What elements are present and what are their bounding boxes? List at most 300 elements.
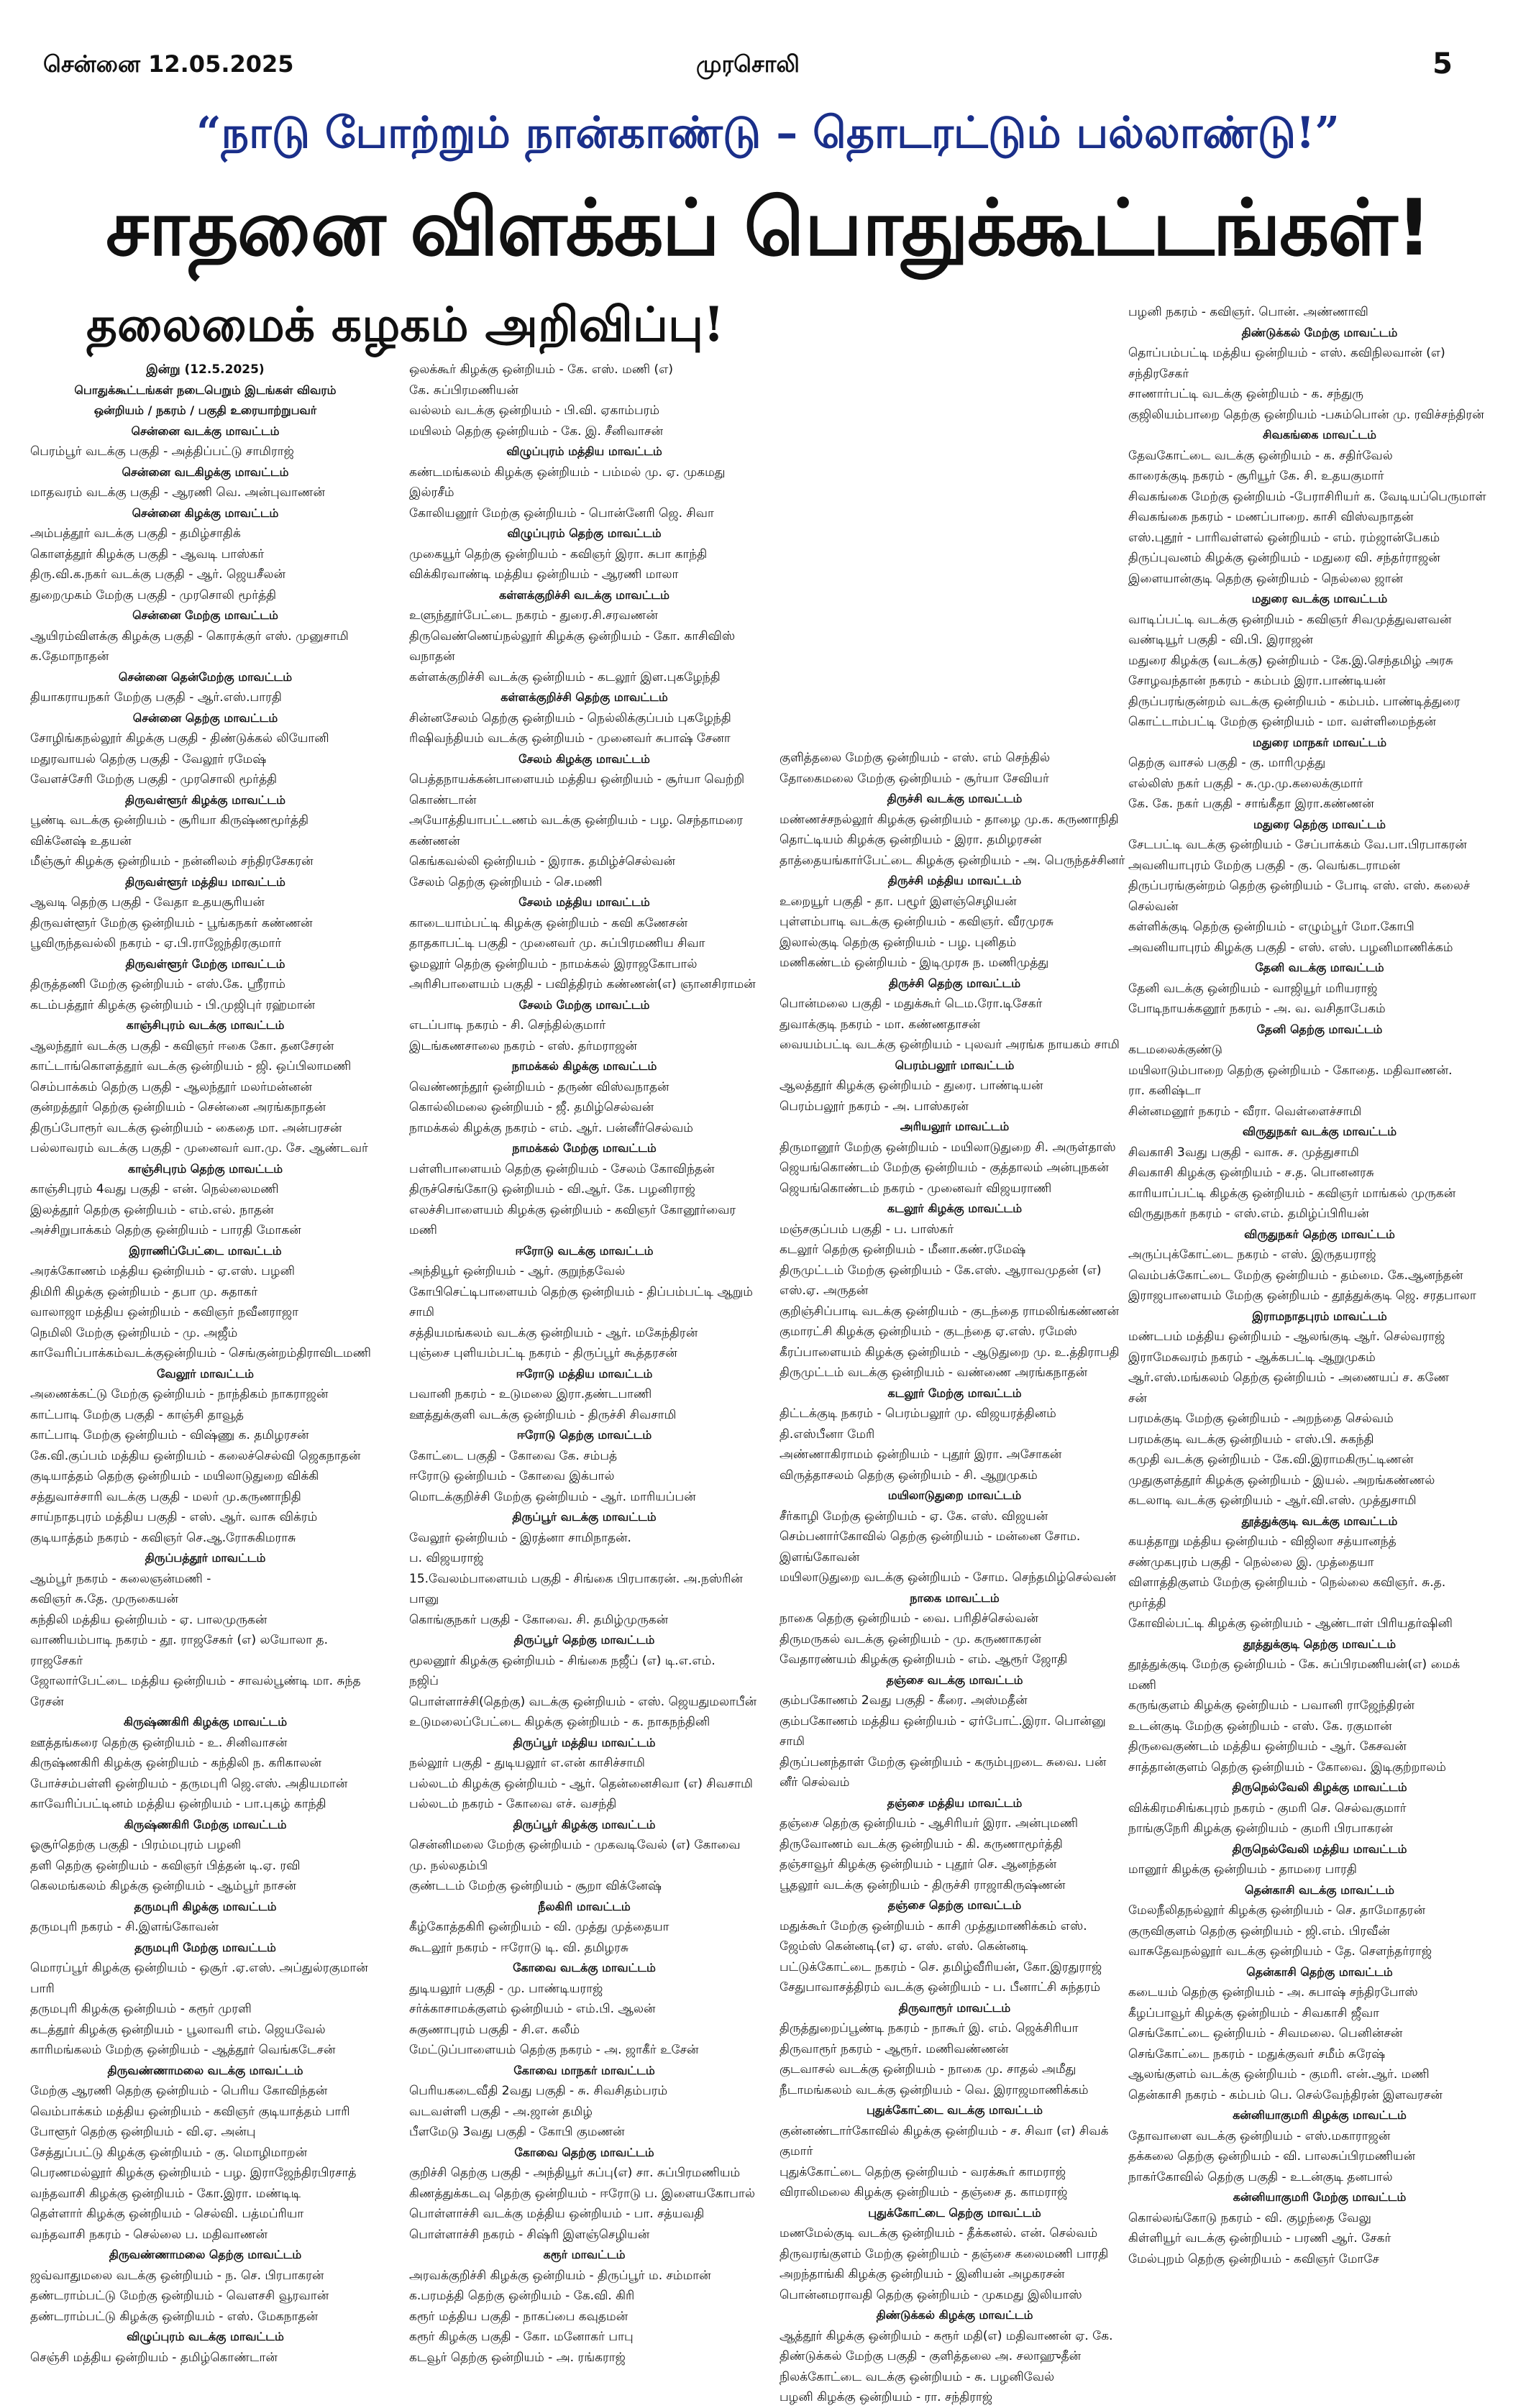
meeting-entry: பவானி நகரம் - உடுமலை இரா.தண்டபாணி (409, 1387, 652, 1401)
meeting-entry: கண்டமங்கலம் கிழக்கு ஒன்றியம் - பம்மல் மு. ஏ. முகமது (409, 464, 726, 480)
meeting-entry: சர்க்காசாமக்குளம் ஒன்றியம் - எம்.பி. ஆலன் (409, 2002, 656, 2016)
meeting-entry: கயத்தாறு மத்திய ஒன்றியம் - விஜிலா சத்யானந்த் (1128, 1534, 1396, 1549)
meeting-entry: காரைக்குடி நகரம் - சூரியூர் கே. சி. உதயகுமார் (1128, 469, 1384, 483)
meeting-entry: ராஜசேகர் (30, 1653, 83, 1668)
district-heading: தேனி வடக்கு மாவட்டம் (1255, 961, 1384, 974)
meeting-entry: அணைக்கட்டு மேற்கு ஒன்றியம் - நாந்திகம் நாகராஜன் (30, 1387, 329, 1401)
district-heading: சென்னை கிழக்கு மாவட்டம் (132, 505, 279, 520)
meeting-entry: சத்துவாச்சாரி வடக்கு பகுதி - மலர் மு.கருணாநிதி (30, 1489, 301, 1504)
district-heading: காஞ்சிபுரம் வடக்கு மாவட்டம் (126, 1018, 285, 1032)
meeting-entry: ஆலங்குளம் வடக்கு ஒன்றியம் - குமரி. என்.ஆர். மணி (1128, 2067, 1430, 2082)
meeting-entry: கோலியனூர் மேற்கு ஒன்றியம் - பொன்னேரி ஜெ. சிவா (409, 505, 714, 521)
meeting-entry: கே.வி.குப்பம் மத்திய ஒன்றியம் - கலைச்செல்வி ஜெகநாதன் (30, 1448, 361, 1463)
meeting-entry: கந்திலி மத்திய ஒன்றியம் - ஏ. பாலமுருகன் (30, 1612, 268, 1627)
meeting-entry: மணமேல்குடி வடக்கு ஒன்றியம் - தீக்கனல். என். செல்வம் (780, 2226, 1098, 2240)
district-heading: காஞ்சிபுரம் தெற்கு மாவட்டம் (127, 1161, 283, 1176)
meeting-entry: நாகர்கோவில் தெற்கு பகுதி - உடன்குடி தனபால் (1128, 2169, 1393, 2184)
meeting-entry: பூவிருந்தவல்லி நகரம் - ஏ.பி.ராஜேந்திரகுமார் (30, 936, 282, 951)
district-heading: விருதுநகர் தெற்கு மாவட்டம் (1244, 1227, 1395, 1241)
district-heading: சென்னை தென்மேற்கு மாவட்டம் (118, 669, 293, 684)
district-heading: தென்காசி தெற்கு மாவட்டம் (1246, 1964, 1393, 1979)
meeting-entry: ஜேம்ஸ் கென்னடி(எ) ஏ. எஸ். எஸ். கென்னடி (780, 1939, 1028, 1954)
meeting-entry: கெங்கவல்லி ஒன்றியம் - இராசு. தமிழ்ச்செல்வன் (409, 854, 676, 869)
meeting-entry: இளையான்குடி தெற்கு ஒன்றியம் - நெல்லை ஜான் (1128, 571, 1404, 586)
district-heading: திருநெல்வேலி கிழக்கு மாவட்டம் (1232, 1780, 1407, 1794)
meeting-entry: காட்டாங்கொளத்தூர் வடக்கு ஒன்றியம் - ஜி. ஒப்பிலாமணி (30, 1059, 352, 1073)
meeting-entry: தொட்டியம் கிழக்கு ஒன்றியம் - இரா. தமிழரசன் (780, 833, 1042, 847)
meeting-entry: பெத்தநாயக்கன்பாளையம் மத்திய ஒன்றியம் - சூர்யா வெற்றி (409, 772, 745, 787)
column-2 (406, 360, 762, 2365)
meeting-entry: கடமலைக்குண்டு (1128, 1043, 1222, 1057)
district-heading: திண்டுக்கல் மேற்கு மாவட்டம் (1241, 325, 1398, 339)
meeting-entry: திருப்பரங்குன்றம் தெற்கு ஒன்றியம் - போடி எஸ். எஸ். கலைச் (1128, 879, 1471, 893)
meeting-entry: வடவள்ளி பகுதி - அ.ஜான் தமிழ் (409, 2104, 593, 2119)
meeting-entry: கடம்பத்தூர் கிழக்கு ஒன்றியம் - பி.முஜிபுர் ரஹ்மான் (30, 997, 316, 1012)
meeting-entry: நஜிப் (409, 1674, 439, 1688)
meeting-entry: தாதகாபட்டி பகுதி - முனைவர் மு. சுப்பிரமணிய சிவா (409, 936, 705, 951)
district-heading: திருவண்ணாமலை தெற்கு மாவட்டம் (109, 2248, 302, 2261)
meeting-entry: பூதலூர் வடக்கு ஒன்றியம் - திருச்சி ராஜாகிருஷ்ணன் (780, 1877, 1066, 1892)
meeting-entry: காட்பாடி மேற்கு ஒன்றியம் - விஷ்ணு க. தமிழரசன் (30, 1428, 309, 1442)
meeting-entry: சின்னசேலம் தெற்கு ஒன்றியம் - நெல்லிக்குப்பம் புகழேந்தி (409, 710, 731, 725)
meeting-entry: தேவகோட்டை வடக்கு ஒன்றியம் - க. சதிர்வேல் (1128, 448, 1393, 463)
district-heading: அரியலூர் மாவட்டம் (900, 1120, 1010, 1133)
meeting-entry: திருத்துறைப்பூண்டி நகரம் - நாகூர் இ. எம். ஜெக்சிரியா (780, 2021, 1079, 2036)
meeting-entry: திருப்போரூர் வடக்கு ஒன்றியம் - கைதை மா. அன்பரசன் (30, 1120, 342, 1135)
meeting-entry: திருமுட்டம் மேற்கு ஒன்றியம் - கே.எஸ். ஆராவமுதன் (எ) (780, 1263, 1102, 1278)
meeting-entry: குறிஞ்சிப்பாடி வடக்கு ஒன்றியம் - குடந்தை ராமலிங்கண்ணன் (780, 1304, 1120, 1319)
meeting-entry: தஞ்சாவூர் கிழக்கு ஒன்றியம் - புதூர் செ. ஆனந்தன் (780, 1857, 1057, 1872)
meeting-entry: வநாதன் (409, 649, 455, 664)
district-heading: திருவண்ணாமலை வடக்கு மாவட்டம் (107, 2063, 303, 2077)
meeting-entry: திட்டக்குடி நகரம் - பெரம்பலூர் மு. விஜயரத்தினம் (780, 1406, 1056, 1421)
meeting-entry: புள்ளம்பாடி வடக்கு ஒன்றியம் - கவிஞர். வீரமுரசு (780, 915, 1054, 929)
meeting-entry: பொள்ளாச்சி(தெற்கு) வடக்கு ஒன்றியம் - எஸ். ஜெயதுமலாபீன் (409, 1694, 757, 1709)
meeting-entry: விருதுநகர் நகரம் - எஸ்.எம். தமிழ்ப்பிரியன் (1128, 1207, 1369, 1221)
district-heading: திருவாரூர் மாவட்டம் (898, 2000, 1011, 2015)
meeting-entry: அந்தியூர் ஒன்றியம் - ஆர். குறுந்தவேல் (409, 1264, 626, 1278)
meeting-entry: செல்வன் (1128, 899, 1179, 914)
meeting-entry: செம்பனார்கோவில் தெற்கு ஒன்றியம் - மன்னை சோம. (780, 1529, 1081, 1544)
meeting-entry: அண்ணாகிராமம் ஒன்றியம் - புதூர் இரா. அசோகன் (780, 1447, 1062, 1462)
meeting-entry: பல்லடம் கிழக்கு ஒன்றியம் - ஆர். தென்னைசிவா (எ) சிவசாமி (409, 1776, 753, 1791)
district-heading: விழுப்புரம் வடக்கு மாவட்டம் (127, 2330, 284, 2343)
meeting-entry: குன்னண்டார்கோவில் கிழக்கு ஒன்றியம் - ச. சிவா (எ) சிவக் (780, 2123, 1109, 2138)
meeting-entry: பாரி (30, 1981, 55, 1996)
meeting-entry: குஜிலியம்பாறை தெற்கு ஒன்றியம் -பசும்பொன் மு. ரவிச்சந்திரன் (1128, 407, 1484, 422)
meeting-entry: பீளமேடு 3வது பகுதி - கோபி குமணன் (409, 2125, 625, 2139)
meeting-entry: துறைமுகம் மேற்கு பகுதி - முரசொலி மூர்த்தி (30, 587, 277, 603)
district-heading: மதுரை தெற்கு மாவட்டம் (1253, 817, 1386, 831)
meeting-entry: வேதாரண்யம் கிழக்கு ஒன்றியம் - எம். ஆரூர் ஜோதி (780, 1652, 1068, 1667)
meeting-entry: உளுந்தூர்பேட்டை நகரம் - துரை.சி.சரவணன் (409, 608, 658, 623)
meeting-entry: சண்முகபுரம் பகுதி - நெல்லை இ. முத்தையா (1128, 1555, 1374, 1570)
district-heading: புதுக்கோட்டை வடக்கு மாவட்டம் (866, 2103, 1043, 2117)
meeting-entry: திருவாரூர் நகரம் - ஆரூர். மணிவண்ணன் (780, 2041, 1009, 2056)
meeting-entry: சிவகாசி 3வது பகுதி - வாசு. ச. முத்துசாமி (1128, 1145, 1359, 1160)
meeting-entry: ஊத்துக்குளி வடக்கு ஒன்றியம் - திருச்சி சிவசாமி (409, 1407, 677, 1422)
meeting-entry: சேதுபாவாசத்திரம் வடக்கு ஒன்றியம் - ப. பீனாட்சி சுந்தரம் (780, 1980, 1101, 1995)
meeting-entry: ஜெயங்கொண்டம் நகரம் - முனைவர் விஜயராணி (780, 1181, 1052, 1196)
meeting-entry: சின்னமனூர் நகரம் - வீரா. வெள்ளைச்சாமி (1128, 1104, 1362, 1119)
meeting-entry: காட்பாடி மேற்கு பகுதி - காஞ்சி தாவூத் (30, 1407, 244, 1422)
district-heading: கோவை வடக்கு மாவட்டம் (513, 1961, 656, 1974)
meeting-entry: வண்டியூர் பகுதி - வி.பி. இராஜன் (1128, 633, 1314, 647)
meeting-entry: ஆவடி தெற்கு பகுதி - வேதா உதயசூரியன் (30, 895, 265, 910)
district-heading: திருப்பூர் தெற்கு மாவட்டம் (513, 1633, 655, 1647)
meeting-entry: தி.எஸ்பீனா மேரி (780, 1427, 875, 1442)
meeting-entry: குருவிகுளம் தெற்கு ஒன்றியம் - ஜி.எம். பிரவீன் (1128, 1923, 1390, 1938)
district-heading: கள்ளக்குறிச்சி வடக்கு மாவட்டம் (498, 587, 670, 602)
meeting-entry: துவாக்குடி நகரம் - மா. கண்ணதாசன் (780, 1017, 981, 1032)
meeting-entry: மயிலாடும்பாறை தெற்கு ஒன்றியம் - கோதை. மதிவாணன். (1128, 1063, 1453, 1078)
meeting-entry: மு. நல்லதம்பி (409, 1858, 488, 1873)
meeting-entry: சோழிங்கநல்லூர் கிழக்கு பகுதி - திண்டுக்கல் லியோனி (30, 731, 329, 746)
district-heading: நாகை மாவட்டம் (910, 1590, 1000, 1605)
meeting-entry: கவிஞர் சு.தே. முருகையன் (30, 1592, 178, 1606)
district-heading: தஞ்சை வடக்கு மாவட்டம் (886, 1672, 1023, 1687)
meeting-entry: விளாத்திகுளம் மேற்கு ஒன்றியம் - நெல்லை கவிஞர். சு.த. (1128, 1575, 1446, 1590)
district-heading: திருநெல்வேலி மத்திய மாவட்டம் (1232, 1841, 1407, 1856)
district-heading: திருச்சி வடக்கு மாவட்டம் (887, 792, 1023, 805)
meeting-entry: குடியாத்தம் தெற்கு ஒன்றியம் - மயிலாடுதுறை விக்கி (30, 1469, 319, 1483)
meeting-entry: சன் (1128, 1391, 1147, 1406)
meeting-entry: கிருஷ்ணகிரி கிழக்கு ஒன்றியம் - கந்திலி ந. கரிகாலன் (30, 1756, 321, 1770)
meeting-entry: போளூர் தெற்கு ஒன்றியம் - வி.ஏ. அன்பு (30, 2125, 256, 2139)
meeting-entry: விக்கிரமசிங்கபுரம் நகரம் - குமரி செ. செல்வகுமார் (1128, 1800, 1407, 1816)
meeting-entry: போடிநாயக்கனூர் நகரம் - அ. வ. வசிதாபேகம் (1128, 1002, 1386, 1016)
meeting-entry: ரிஷிவந்தியம் வடக்கு ஒன்றியம் - முனைவர் சுபாஷ் சேனா (409, 731, 731, 746)
meeting-entry: திருவெண்ணெய்நல்லூர் கிழக்கு ஒன்றியம் - கோ. காசிவிஸ் (409, 628, 736, 644)
meeting-entry: பொள்ளாச்சி நகரம் - சிஷ்ரி இளஞ்செழியன் (409, 2227, 650, 2242)
meeting-entry: ஆயிரம்விளக்கு கிழக்கு பகுதி - கொரக்குர் எஸ். முனுசாமி (30, 628, 349, 644)
district-heading: கன்னியாகுமரி கிழக்கு மாவட்டம் (1233, 2108, 1407, 2122)
meeting-entry: நாமக்கல் கிழக்கு நகரம் - எம். ஆர். பன்னீர்செல்வம் (409, 1120, 693, 1135)
meeting-entry: ஜோலார்பேட்டை மத்திய ஒன்றியம் - சாவல்பூண்டி மா. சுந்த (30, 1674, 361, 1688)
district-heading: சேலம் மேற்கு மாவட்டம் (518, 997, 650, 1012)
meeting-entry: அரவக்குறிச்சி கிழக்கு ஒன்றியம் - திருப்பூர் ம. சம்மான் (409, 2268, 711, 2283)
meeting-entry: அருப்புக்கோட்டை நகரம் - எஸ். இருதயராஜ் (1128, 1248, 1376, 1262)
meeting-entry: திருச்செங்கோடு ஒன்றியம் - வி.ஆர். கே. பழனிராஜ் (409, 1182, 695, 1196)
meeting-entry: கும்பகோணம் 2வது பகுதி - கீரை. அஸ்மதீன் (780, 1693, 1028, 1708)
meeting-entry: மணி (409, 1223, 437, 1237)
meeting-entry: திருவோணம் வடக்கு ஒன்றியம் - கி. கருணாமூர்த்தி (780, 1836, 1063, 1851)
meeting-entry: சந்திரசேகர் (1128, 366, 1189, 381)
district-heading: திருவள்ளூர் மத்திய மாவட்டம் (125, 874, 285, 889)
meeting-entry: கும்பகோணம் மத்திய ஒன்றியம் - ஏர்போட்.இரா. பொன்னு (780, 1713, 1106, 1729)
meeting-entry: ஆத்தூர் கிழக்கு ஒன்றியம் - கரூர் மதி(எ) மதிவாணன் ஏ. கே. (780, 2328, 1113, 2343)
meeting-entry: எல்லிஸ் நகர் பகுதி - சு.மு.மு.கலைக்குமார் (1128, 776, 1363, 791)
district-heading: மதுரை வடக்கு மாவட்டம் (1251, 592, 1388, 605)
meeting-entry: கொங்குநகர் பகுதி - கோவை. சி. தமிழ்முருகன் (409, 1612, 669, 1627)
meeting-entry: இல்ரசீம் (409, 485, 454, 500)
meeting-entry: நிலக்கோட்டை வடக்கு ஒன்றியம் - சு. பழனிவேல் (780, 2369, 1055, 2384)
meeting-entry: அறந்தாங்கி கிழக்கு ஒன்றியம் - இனியன் அழகரசன் (780, 2267, 1065, 2281)
meeting-entry: வெண்ணந்தூர் ஒன்றியம் - தருண் விஸ்வநாதன் (409, 1079, 669, 1094)
meeting-entry: திருமானூர் மேற்கு ஒன்றியம் - மயிலாடுதுறை சி. அருள்தாஸ் (780, 1140, 1116, 1155)
meeting-entry: வாடிப்பட்டி வடக்கு ஒன்றியம் - கவிஞர் சிவமுத்துவளவன் (1128, 612, 1452, 627)
district-heading: திருப்பூர் கிழக்கு மாவட்டம் (513, 1817, 656, 1831)
meeting-entry: மண்டபம் மத்திய ஒன்றியம் - ஆலங்குடி ஆர். செல்வராஜ் (1128, 1329, 1445, 1344)
meeting-entry: ஜவ்வாதுமலை வடக்கு ஒன்றியம் - ந. செ. பிரபாகரன் (30, 2268, 324, 2283)
meeting-entry: கமுதி வடக்கு ஒன்றியம் - கே.வி.இராமகிருட்டிணன் (1128, 1452, 1414, 1467)
meeting-entry: இடங்கணசாலை நகரம் - எஸ். தர்மராஜன் (409, 1038, 637, 1053)
meeting-entry: கருங்குளம் கிழக்கு ஒன்றியம் - பவானி ராஜேந்திரன் (1128, 1698, 1414, 1713)
meeting-entry: தஞ்சை தெற்கு ஒன்றியம் - ஆசிரியர் இரா. அன்புமணி (780, 1816, 1078, 1831)
meeting-entry: நீடாமங்கலம் வடக்கு ஒன்றியம் - வெ. இராஜமாணிக்கம் (780, 2082, 1089, 2097)
meeting-entry: தோகைமலை மேற்கு ஒன்றியம் - சூர்யா சேவியர் (780, 771, 1049, 786)
meeting-entry: திருமருகல் வடக்கு ஒன்றியம் - மு. கருணாகரன் (780, 1631, 1042, 1647)
meeting-entry: ரா. கனிஷ்டா (1128, 1084, 1202, 1098)
district-heading: தஞ்சை தெற்கு மாவட்டம் (887, 1898, 1022, 1912)
meeting-entry: கொல்லங்கோடு நகரம் - வி. குழந்தை வேலு (1128, 2210, 1371, 2225)
district-heading: திருப்பூர் வடக்கு மாவட்டம் (512, 1510, 657, 1524)
masthead (43, 47, 1453, 86)
district-heading: தருமபுரி கிழக்கு மாவட்டம் (134, 1899, 277, 1913)
meeting-entry: வல்லம் வடக்கு ஒன்றியம் - பி.வி. ஏகாம்பரம் (409, 403, 660, 418)
district-heading: சென்னை வடகிழக்கு மாவட்டம் (122, 464, 289, 479)
meeting-entry: கே. கே. நகர் பகுதி - சாங்கீதா இரா.கண்ணன் (1128, 797, 1374, 811)
column-1-list (27, 421, 383, 2368)
meeting-entry: காவேரிப்பாக்கம்வடக்குஒன்றியம் - செங்குன்றம்திராவிடமணி (30, 1346, 371, 1360)
meeting-entry: நெமிலி மேற்கு ஒன்றியம் - மு. அஜீம் (30, 1325, 238, 1340)
meeting-entry: ஓமலூர் தெற்கு ஒன்றியம் - நாமக்கல் இராஜகோபால் (409, 956, 698, 971)
district-heading: கடலூர் மேற்கு மாவட்டம் (887, 1386, 1022, 1400)
headline: சாதனை விளக்கப் பொதுக்கூட்டங்கள்! (106, 183, 1430, 273)
meeting-entry: எலச்சிபாளையம் கிழக்கு ஒன்றியம் - கவிஞர் கோனூர்வைர (409, 1202, 736, 1217)
page-number: 5 (1432, 47, 1453, 81)
meeting-entry: ஆர்.எஸ்.மங்கலம் தெற்கு ஒன்றியம் - அணையப் ச. கணே (1128, 1370, 1450, 1385)
slogan: “நாடு போற்றும் நான்காண்டு – தொடரட்டும் பல்லாண்டு!” (196, 108, 1340, 158)
meeting-entry: கே. சுப்பிரமணியன் (409, 383, 518, 398)
meeting-entry: இராஜபாளையம் மேற்கு ஒன்றியம் - தூத்துக்குடி ஜெ. சரதபாலா (1128, 1288, 1476, 1303)
meeting-entry: தேனி வடக்கு ஒன்றியம் - வாஜியூர் மரியராஜ் (1128, 981, 1378, 996)
meeting-entry: மதுக்கூர் மேற்கு ஒன்றியம் - காசி முத்துமாணிக்கம் எஸ். (780, 1918, 1087, 1933)
meeting-entry: குமார் (780, 2144, 813, 2158)
meeting-entry: இலத்தூர் தெற்கு ஒன்றியம் - எம்.எல். நாதன் (30, 1202, 274, 1217)
meeting-entry: கீழப்பாவூர் கிழக்கு ஒன்றியம் - சிவகாசி ஜீவா (1128, 2005, 1380, 2020)
meeting-entry: ஆலத்தூர் கிழக்கு ஒன்றியம் - துரை. பாண்டியன் (780, 1079, 1043, 1093)
meeting-entry: பழனி நகரம் - கவிஞர். பொன். அண்ணாவி (1128, 305, 1368, 319)
meeting-entry: க.தேமாநாதன் (30, 649, 109, 664)
meeting-entry: திருப்பரங்குன்றம் வடக்கு ஒன்றியம் - கம்பம். பாண்டித்துரை (1128, 694, 1460, 709)
meeting-entry: செங்கோட்டை ஒன்றியம் - சிவமலை. பெனின்சன் (1128, 2026, 1403, 2041)
meeting-entry: மதுரவாயல் தெற்கு பகுதி - வேலூர் ரமேஷ் (30, 751, 267, 766)
meeting-entry: விக்கிரவாண்டி மத்திய ஒன்றியம் - ஆரணி மாலா (409, 567, 679, 582)
meeting-entry: உடன்குடி மேற்கு ஒன்றியம் - எஸ். கே. ரகுமான் (1128, 1718, 1392, 1734)
district-heading: ஈரோடு தெற்கு மாவட்டம் (516, 1428, 652, 1442)
district-heading: விருதுநகர் வடக்கு மாவட்டம் (1242, 1125, 1397, 1138)
meeting-entry: வெம்பாக்கம் மத்திய ஒன்றியம் - கவிஞர் குடியாத்தம் பாரி (30, 2104, 350, 2119)
meeting-entry: கிள்ளியூர் வடக்கு ஒன்றியம் - பரணி ஆர். சேகர் (1128, 2231, 1391, 2246)
meeting-entry: கிணத்துக்கடவு தெற்கு ஒன்றியம் - ஈரோடு ப. இளையகோபால் (409, 2186, 755, 2201)
meeting-entry: குடவாசல் வடக்கு ஒன்றியம் - நாகை மு. சாதல் அமீது (780, 2062, 1076, 2077)
meeting-entry: காடையாம்பட்டி கிழக்கு ஒன்றியம் - கவி கணேசன் (409, 915, 688, 930)
meeting-entry: எஸ்.ஏ. அருதன் (780, 1283, 869, 1298)
meeting-entry: வாணியம்பாடி நகரம் - தூ. ராஜசேகர் (எ) லயோலா த. (30, 1633, 328, 1647)
district-heading: நாமக்கல் கிழக்கு மாவட்டம் (511, 1059, 657, 1073)
meeting-entry: செஞ்சி மத்திய ஒன்றியம் - தமிழ்கொண்டான் (30, 2350, 278, 2365)
district-heading: தஞ்சை மத்திய மாவட்டம் (887, 1795, 1023, 1810)
meeting-entry: குமாரட்சி கிழக்கு ஒன்றியம் - குடந்தை ஏ.எஸ். ரமேஸ் (780, 1324, 1077, 1339)
meeting-entry: பெரணமல்லூர் கிழக்கு ஒன்றியம் - பழ. இராஜேந்திரபிரசாத் (30, 2166, 357, 2180)
meeting-entry: தெள்ளார் கிழக்கு ஒன்றியம் - செல்வி. பத்மப்ரியா (30, 2207, 304, 2221)
meeting-entry: ரேசன் (30, 1694, 64, 1709)
meeting-entry: செம்பாக்கம் தெற்கு பகுதி - ஆலந்தூர் மலர்மன்னன் (30, 1079, 313, 1094)
meeting-entry: திருப்பனந்தாள் மேற்கு ஒன்றியம் - கரும்புறடை சுவை. பன் (780, 1754, 1107, 1770)
district-heading: கன்னியாகுமரி மேற்கு மாவட்டம் (1233, 2190, 1407, 2204)
meeting-entry: விருத்தாசலம் தெற்கு ஒன்றியம் - சி. ஆறுமுகம் (780, 1468, 1038, 1483)
meeting-entry: ஆலந்தூர் வடக்கு பகுதி - கவிஞர் ஈகை கோ. தனசேரன் (30, 1038, 334, 1053)
district-heading: திருப்பூர் மத்திய மாவட்டம் (513, 1735, 656, 1749)
district-heading: விழுப்புரம் மத்திய மாவட்டம் (506, 444, 662, 458)
meeting-entry: கீரப்பாளையம் கிழக்கு ஒன்றியம் - ஆடுதுறை மு. உ.த்திராபதி (780, 1345, 1120, 1360)
meeting-entry: வெம்பக்கோட்டை மேற்கு ஒன்றியம் - தம்மை. கே.ஆனந்தன் (1128, 1268, 1463, 1283)
meeting-entry: பொன்னமராவதி தெற்கு ஒன்றியம் - முகமது இலியாஸ் (780, 2287, 1082, 2302)
meeting-entry: சாமி (780, 1734, 805, 1749)
meeting-entry: சென்னிமலை மேற்கு ஒன்றியம் - முகவடிவேல் (எ) கோவை (409, 1838, 741, 1852)
meeting-entry: உறையூர் பகுதி - தா. பழூர் இளஞ்செழியன் (780, 894, 1017, 909)
district-heading: பெரம்பலூர் மாவட்டம் (895, 1058, 1015, 1072)
meeting-entry: அரிசிபாளையம் பகுதி - பவித்திரம் கண்ணன்(எ) ஞானசிராமன் (409, 977, 756, 992)
meeting-entry: மானூர் கிழக்கு ஒன்றியம் - தாமரை பாரதி (1128, 1862, 1357, 1877)
meeting-entry: வேளச்சேரி மேற்கு பகுதி - முரசொலி மூர்த்தி (30, 772, 278, 787)
meeting-entry: மாதவரம் வடக்கு பகுதி - ஆரணி வெ. அன்புவாணன் (30, 485, 325, 500)
meeting-entry: திருவைகுண்டம் மத்திய ஒன்றியம் - ஆர். கேசவன் (1128, 1739, 1407, 1754)
meeting-entry: அச்சிறுபாக்கம் தெற்கு ஒன்றியம் - பாரதி மோகன் (30, 1223, 301, 1237)
meeting-entry: சாமி (409, 1305, 435, 1319)
district-heading: திருப்பத்தூர் மாவட்டம் (145, 1551, 266, 1565)
meeting-entry: மேற்கு ஆரணி தெற்கு ஒன்றியம் - பெரிய கோவிந்தன் (30, 2084, 328, 2098)
meeting-entry: கோட்டை பகுதி - கோவை கே. சம்பத் (409, 1448, 618, 1463)
meeting-entry: கூடலூர் நகரம் - ஈரோடு டி. வி. தமிழரசு (409, 1940, 628, 1955)
meeting-entry: தாத்தையங்கார்பேட்டை கிழக்கு ஒன்றியம் - அ. பெருந்தச்சினர் (780, 853, 1125, 868)
district-heading: தேனி தெற்கு மாவட்டம் (1256, 1022, 1383, 1036)
meeting-entry: குண்டடம் மேற்கு ஒன்றியம் - சூறா விக்னேஷ் (409, 1879, 662, 1893)
meeting-entry: பெரம்பலூர் நகரம் - அ. பாஸ்கரன் (780, 1099, 969, 1114)
district-heading: தென்காசி வடக்கு மாவட்டம் (1245, 1882, 1394, 1897)
meeting-entry: நாங்குநேரி கிழக்கு ஒன்றியம் - குமரி பிரபாகரன் (1128, 1821, 1394, 1836)
district-heading: சென்னை வடக்கு மாவட்டம் (131, 424, 280, 438)
meeting-entry: தோவாளை வடக்கு ஒன்றியம் - எஸ்.மகாராஜன் (1128, 2128, 1391, 2143)
district-heading: கோவை தெற்கு மாவட்டம் (514, 2145, 654, 2159)
meeting-entry: வந்தவாசி நகரம் - செல்லை ப. மதிவாணன் (30, 2227, 268, 2242)
meeting-entry: துடியலூர் பகுதி - மு. பாண்டியராஜ் (409, 1981, 603, 1996)
meeting-entry: பானு (409, 1592, 439, 1606)
meeting-entry: கோபிசெட்டிபாளையம் தெற்கு ஒன்றியம் - திப்பம்பட்டி ஆறும் (409, 1284, 753, 1299)
meeting-entry: தருமபுரி கிழக்கு ஒன்றியம் - கரூர் முரளி (30, 2002, 252, 2016)
meeting-entry: கடவூர் தெற்கு ஒன்றியம் - அ. ரங்கராஜ் (409, 2350, 626, 2365)
meeting-entry: ஆம்பூர் நகரம் - கலைஞன்மணி - (30, 1571, 211, 1586)
meeting-entry: கள்ளக்குறிச்சி வடக்கு ஒன்றியம் - கடலூர் இள.புகழேந்தி (409, 669, 721, 685)
meeting-entry: செங்கோட்டை நகரம் - மதுக்குவர் சமீம் சுரேஷ் (1128, 2046, 1386, 2061)
meeting-entry: உடுமலைப்பேட்டை கிழக்கு ஒன்றியம் - க. நாகநந்தினி (409, 1715, 710, 1729)
meeting-entry: திரு.வி.க.நகர் வடக்கு பகுதி - ஆர். ஜெயசீலன் (30, 567, 285, 582)
meeting-entry: திண்டுக்கல் மேற்கு பகுதி - குளித்தலை அ. சலாஹுதீன் (780, 2349, 1082, 2363)
district-heading: திருவள்ளூர் கிழக்கு மாவட்டம் (125, 792, 285, 807)
meeting-entry: நல்லூர் பகுதி - துடியலூர் எ.என் காசிச்சாமி (409, 1756, 645, 1770)
meeting-entry: மயிலாடுதுறை வடக்கு ஒன்றியம் - சோம. செந்தமிழ்செல்வன் (780, 1570, 1117, 1585)
meeting-entry: மூர்த்தி (1128, 1596, 1166, 1611)
meeting-entry: சாணார்பட்டி வடக்கு ஒன்றியம் - க. சந்துரு (1128, 387, 1363, 401)
intro-header: ஒன்றியம் / நகரம் / பகுதி உரையாற்றுபவர் (93, 403, 317, 417)
meeting-entry: கடலாடி வடக்கு ஒன்றியம் - ஆர்.வி.எஸ். முத்துசாமி (1128, 1493, 1417, 1508)
meeting-entry: திருவள்ளூர் மேற்கு ஒன்றியம் - பூங்கநகர் கண்ணன் (30, 915, 313, 930)
meeting-entry: விக்னேஷ் உதயன் (30, 833, 132, 848)
district-heading: விழுப்புரம் தெற்கு மாவட்டம் (507, 526, 662, 540)
meeting-entry: மணி (1128, 1677, 1156, 1693)
meeting-entry: பெரம்பூர் வடக்கு பகுதி - அத்திப்பட்டு சாமிராஜ் (30, 444, 294, 459)
meeting-entry: தண்டராம்பட்டு கிழக்கு ஒன்றியம் - எஸ். மேகநாதன் (30, 2309, 319, 2324)
meeting-entry: திருத்தணி மேற்கு ஒன்றியம் - எஸ்.கே. ஸ்ரீராம் (30, 977, 285, 992)
meeting-entry: கொளத்தூர் கிழக்கு பகுதி - ஆவடி பாஸ்கர் (30, 546, 265, 562)
district-heading: ஈரோடு மத்திய மாவட்டம் (516, 1366, 653, 1381)
meeting-entry: சாத்தான்குளம் தெற்கு ஒன்றியம் - கோவை. இடிகுற்றாலம் (1128, 1759, 1446, 1775)
meeting-entry: தண்டராம்பட்டு மேற்கு ஒன்றியம் - வெளசசி வூரவான் (30, 2289, 329, 2303)
meeting-entry: இலால்குடி தெற்கு ஒன்றியம் - பழ. புனிதம் (780, 935, 1017, 950)
meeting-entry: சிவகங்கை மேற்கு ஒன்றியம் -பேராசிரியர் க. வேடியப்பெருமாள் (1128, 489, 1486, 504)
meeting-entry: சாய்நாதபுரம் மத்திய பகுதி - எஸ். ஆர். வாசு விக்ரம் (30, 1510, 318, 1524)
district-heading: மயிலாடுதுறை மாவட்டம் (887, 1488, 1022, 1502)
meeting-entry: மஞ்சகுப்பம் பகுதி - ப. பாஸ்கர் (780, 1222, 954, 1237)
meeting-entry: கடலூர் தெற்கு ஒன்றியம் - மீனா.கண்.ரமேஷ் (780, 1242, 1026, 1257)
meeting-entry: திமிரி கிழக்கு ஒன்றியம் - தபா மு. சுதாகர் (30, 1284, 258, 1299)
meeting-entry: ஒலக்கூர் கிழக்கு ஒன்றியம் - கே. எஸ். மணி (எ) (409, 362, 673, 377)
intro-date: இன்று (12.5.2025) (146, 362, 265, 377)
district-heading: கடலூர் கிழக்கு மாவட்டம் (887, 1201, 1023, 1215)
meeting-entry: மண்ணச்சநல்லூர் கிழக்கு ஒன்றியம் - தாழை மு.க. கருணாநிதி (780, 812, 1119, 827)
meeting-entry: ஜெயங்கொண்டம் மேற்கு ஒன்றியம் - குத்தாலம் அன்புநகன் (780, 1160, 1109, 1175)
meeting-entry: இளங்கோவன் (780, 1549, 860, 1565)
column-4 (1125, 302, 1514, 2358)
meeting-entry: மூலனூர் கிழக்கு ஒன்றியம் - சிங்கை நஜீப் (எ) டி.எ.எம். (409, 1653, 716, 1668)
district-heading: சென்னை தெற்கு மாவட்டம் (132, 710, 278, 725)
meeting-entry: தியாகராயநகர் மேற்கு பகுதி - ஆர்.எஸ்.பாரதி (30, 690, 282, 705)
district-heading: இராமநாதபுரம் மாவட்டம் (1252, 1309, 1387, 1323)
meeting-entry: கள்ளிக்குடி தெற்கு ஒன்றியம் - எழும்பூர் மோ.கோபி (1128, 920, 1414, 934)
meeting-entry: சத்தியமங்கலம் வடக்கு ஒன்றியம் - ஆர். மகேந்திரன் (409, 1325, 698, 1340)
meeting-entry: பெரியகடைவீதி 2வது பகுதி - சு. சிவசிதம்பரம் (409, 2084, 668, 2098)
meeting-entry: மீஞ்சூர் கிழக்கு ஒன்றியம் - நன்னிலம் சந்திரசேகரன் (30, 854, 314, 869)
meeting-entry: தெற்கு வாசல் பகுதி - கு. மாரிமுத்து (1128, 756, 1326, 770)
meeting-entry: சேடபட்டி வடக்கு ஒன்றியம் - சேப்பாக்கம் வே.பா.பிரபாகரன் (1128, 838, 1467, 852)
meeting-entry: ஈரோடு ஒன்றியம் - கோவை இக்பால் (409, 1469, 615, 1483)
meeting-entry: புஞ்சை புளியம்பட்டி நகரம் - திருப்பூர் கூத்தரசன் (409, 1346, 677, 1360)
district-heading: கிருஷ்ணகிரி மேற்கு மாவட்டம் (124, 1817, 287, 1831)
district-heading: திருச்சி மத்திய மாவட்டம் (887, 874, 1022, 887)
meeting-entry: கடையம் தெற்கு ஒன்றியம் - அ. சுபாஷ் சந்திரபோஸ் (1128, 1985, 1418, 2000)
meeting-entry: கொண்டான் (409, 792, 477, 807)
meeting-entry: ஊத்தங்கரை தெற்கு ஒன்றியம் - உ. சினிவாசன் (30, 1735, 288, 1750)
meeting-entry: பொள்ளாச்சி வடக்கு மத்திய ஒன்றியம் - பா. சத்யவதி (409, 2207, 705, 2221)
meeting-entry: கரூர் கிழக்கு பகுதி - கோ. மனோகர் பாபு (409, 2330, 634, 2344)
meeting-entry: அவனியாபுரம் கிழக்கு பகுதி - எஸ். எஸ். பழனிமாணிக்கம் (1128, 940, 1453, 955)
meeting-entry: பூண்டி வடக்கு ஒன்றியம் - சூரியா கிருஷ்ணமூர்த்தி (30, 813, 308, 828)
district-heading: மதுரை மாநகர் மாவட்டம் (1252, 735, 1387, 749)
meeting-entry: நாகை தெற்கு ஒன்றியம் - வை. பரிதிச்செல்வன் (780, 1611, 1038, 1626)
meeting-entry: சிவகங்கை நகரம் - மணப்பாறை. காசி விஸ்வநாதன் (1128, 510, 1414, 524)
meeting-entry: கெலமங்கலம் கிழக்கு ஒன்றியம் - ஆம்பூர் நாசன் (30, 1879, 296, 1893)
district-heading: வேலூர் மாவட்டம் (156, 1366, 255, 1381)
meeting-entry: மதுரை கிழக்கு (வடக்கு) ஒன்றியம் - கே.இ.செந்தமிழ் அரசு (1128, 653, 1453, 668)
district-heading: இராணிப்பேட்டை மாவட்டம் (129, 1243, 282, 1258)
meeting-entry: குறிச்சி தெற்கு பகுதி - அந்தியூர் சுப்பு(எ) சா. சுப்பிரமணியம் (409, 2166, 741, 2180)
meeting-entry: போச்சம்பள்ளி ஒன்றியம் - தருமபுரி ஜெ.எஸ். அதியமான் (30, 1776, 348, 1791)
district-heading: தூத்துக்குடி தெற்கு மாவட்டம் (1243, 1636, 1396, 1651)
edition-date: சென்னை 12.05.2025 (43, 50, 294, 78)
meeting-entry: காரிமங்கலம் மேற்கு ஒன்றியம் - ஆத்தூர் வெங்கடேசன் (30, 2043, 336, 2057)
district-heading: கோவை மாநகர் மாவட்டம் (513, 2063, 655, 2077)
